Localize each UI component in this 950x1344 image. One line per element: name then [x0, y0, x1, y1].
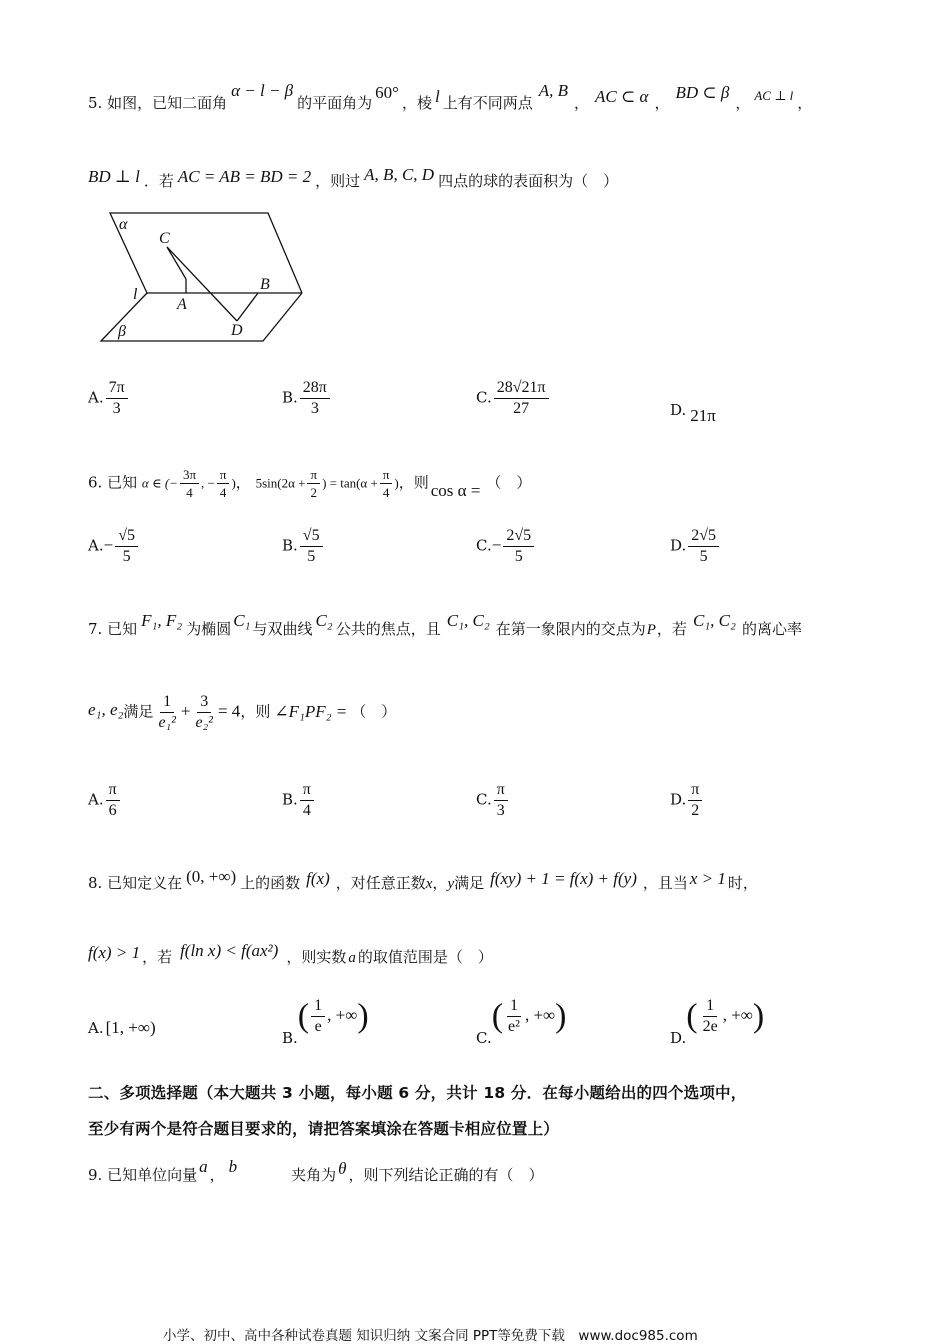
plane-beta-edge [101, 293, 302, 341]
q6-stem: 6. 已知 α ∈ (− $\frac{3\pi}{4}$ , − $\frac{\pi}{4}$ )， 5sin(2α + $\frac{\pi}{2}$ ) = tan(α + $\frac{\pi}{4}$ )，则 cos α = （ ） [88, 467, 532, 500]
q6-option-a[interactable]: A.− $\frac{√5}{5}$ [88, 526, 140, 567]
fraction: $\frac{7\pi}{3}$ [106, 378, 128, 419]
q5-line2: BD ⊥ l ．若 AC = AB = BD = 2 ，则过 A, B, C, D 四点的球的表面积为（ ） [88, 165, 619, 190]
label-beta: β [118, 323, 126, 340]
label-alpha: α [119, 216, 128, 233]
q8-line1: 8. 已知定义在 (0, +∞) 上的函数 f(x) ，对任意正数x，y满足 f(xy) + 1 = f(x) + f(y) ，且当 x > 1 时， [88, 867, 758, 892]
q5-option-b[interactable]: B. $\frac{28\pi}{3}$ [282, 378, 332, 419]
q8-option-c[interactable]: C.( $\frac{1}{\text{e²}}$ , +∞) [476, 997, 567, 1047]
section-heading-line1: 二、多项选择题（本大题共 3 小题，每小题 6 分，共计 18 分．在每小题给出的四个选项中， [88, 1084, 747, 1102]
q6-option-d[interactable]: D. $\frac{2√5}{5}$ [670, 526, 721, 567]
plane-alpha-edge [110, 213, 302, 293]
segment-BD [237, 293, 258, 321]
q5-option-d[interactable]: D. 21π [670, 401, 716, 425]
q9-stem: 9. 已知单位向量 a ， b 夹角为 θ ，则下列结论正确的有（ ） [88, 1157, 544, 1184]
q8-option-d[interactable]: D.( $\frac{1}{2e}$ , +∞) [670, 997, 765, 1047]
q8-option-a[interactable]: A. [1, +∞) [88, 1018, 156, 1037]
label-C: C [159, 230, 170, 247]
page-footer: 小学、初中、高中各种试卷真题 知识归纳 文案合同 PPT等免费下载 www.doc985.com [163, 1328, 698, 1344]
q7-line1: 7. 已知 F₁, F₂ 为椭圆 C₁ 与双曲线 C₂ 公共的焦点，且 C₁, C₂ 在第一象限内的交点为P，若 C₁, C₂ 的离心率 [88, 611, 802, 638]
q6-option-c[interactable]: C.− $\frac{2√5}{5}$ [476, 526, 536, 567]
label-A: A [177, 296, 187, 313]
fraction: $\frac{28\pi}{3}$ [300, 378, 330, 419]
segment-C-to-A [167, 247, 186, 279]
q7-option-c[interactable]: C. $\frac{\pi}{3}$ [476, 780, 510, 821]
q8-line2: f(x) > 1 ，若 f(ln x) < f(ax²) ，则实数 a 的取值范围是（ ） [88, 941, 493, 966]
q5-option-a[interactable]: A. $\frac{7\pi}{3}$ [88, 378, 130, 419]
q7-option-a[interactable]: A. $\frac{\pi}{6}$ [88, 780, 122, 821]
label-B: B [260, 276, 270, 293]
dihedral-angle-figure [95, 205, 310, 345]
q7-line2: e₁, e₂满足 $\frac{1}{\text{e₁²}}$ + $\frac{3}{\text{e₂²}}$ = 4，则 ∠F₁PF₂ = （ ） [88, 693, 397, 731]
q8-option-b[interactable]: B.( $\frac{1}{e}$ , +∞) [282, 997, 369, 1047]
q7-option-b[interactable]: B. $\frac{\pi}{4}$ [282, 780, 316, 821]
label-l: l [133, 286, 138, 303]
q7-option-d[interactable]: D. $\frac{\pi}{2}$ [670, 780, 704, 821]
label-D: D [231, 322, 243, 339]
section-heading-line2: 至少有两个是符合题目要求的，请把答案填涂在答题卡相应位置上） [88, 1120, 560, 1138]
fraction: $\frac{28√21\pi}{27}$ [494, 378, 549, 419]
q6-option-b[interactable]: B. $\frac{√5}{5}$ [282, 526, 325, 567]
q5-option-c[interactable]: C. $\frac{28√21\pi}{27}$ [476, 378, 551, 419]
q5-line1: 5. 如图，已知二面角α − l − β的平面角为60°，棱 l 上有不同两点A, B， AC ⊂ α ，BD ⊂ β， AC ⊥ l ， [88, 81, 813, 112]
